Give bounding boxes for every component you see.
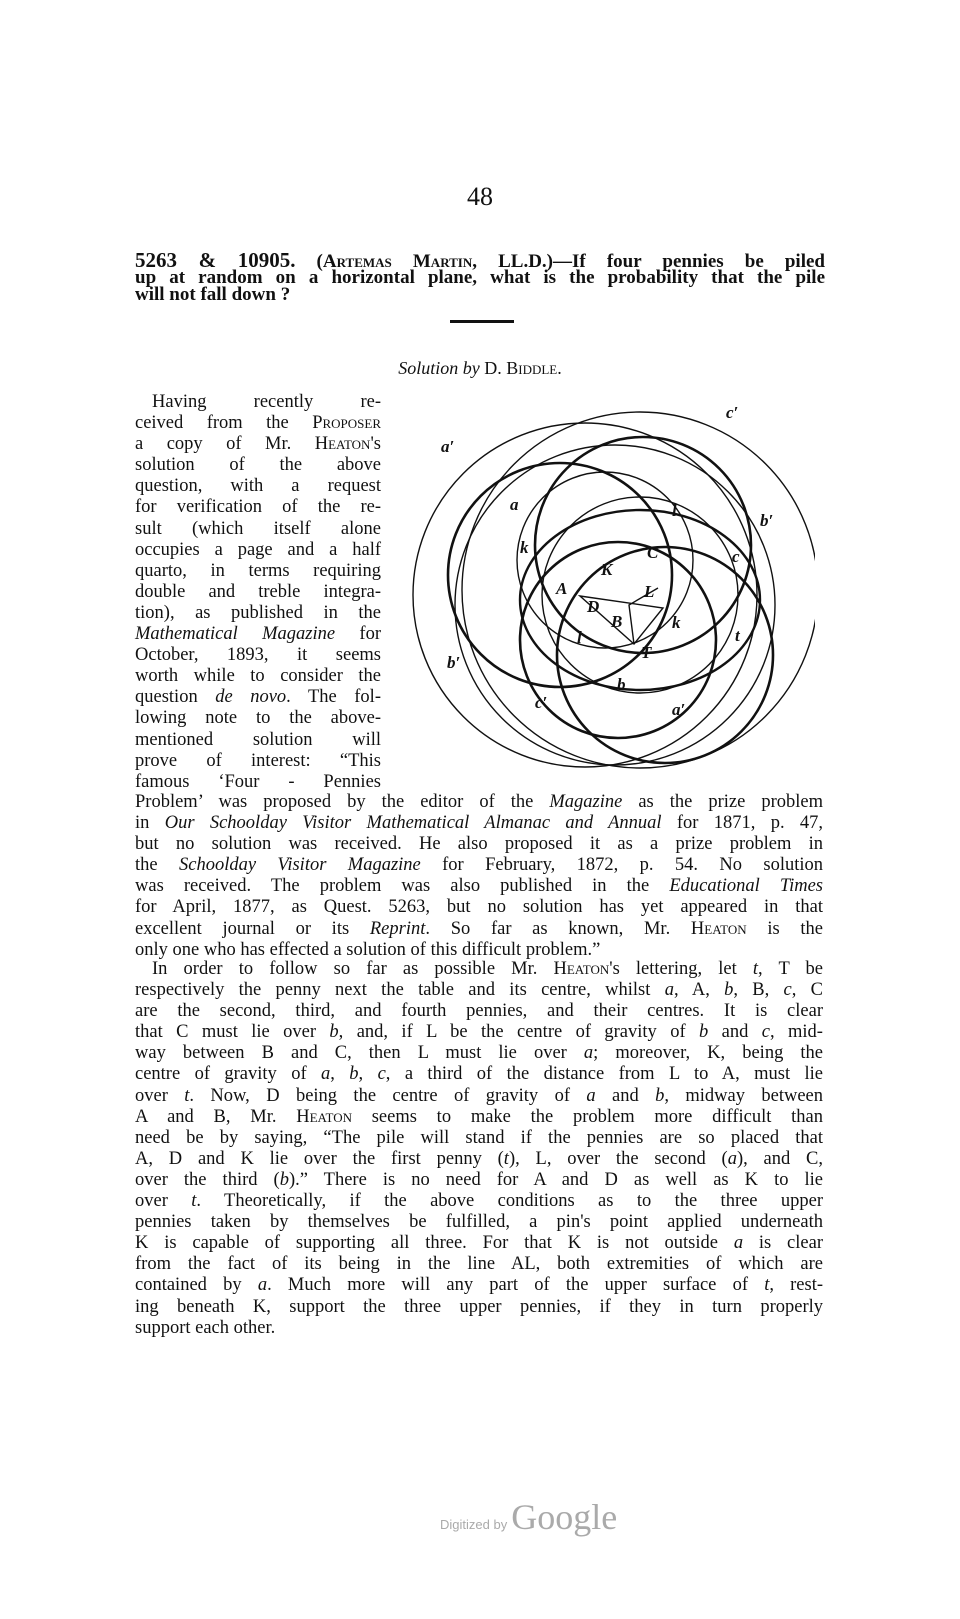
text-segment: 's lettering, let	[609, 959, 753, 979]
text-line	[135, 1170, 823, 1191]
text-line	[135, 286, 825, 303]
text-segment: in	[135, 813, 165, 834]
text-segment: a	[733, 1233, 744, 1254]
text-segment: ).” There is no need for A and D as well as K to lie	[288, 1169, 824, 1190]
figure-label: c	[732, 547, 740, 566]
text-segment: is the	[746, 918, 823, 939]
text-segment: t	[503, 1148, 509, 1169]
text-segment: over	[135, 1085, 185, 1106]
text-segment: the	[135, 855, 179, 876]
figure-label: c′	[726, 403, 739, 422]
text-segment: over	[135, 1191, 192, 1212]
text-segment: . So far as known, Mr.	[425, 918, 691, 939]
text-segment: , LL.D.)—If four pennies be piled	[472, 251, 825, 272]
text-line	[135, 940, 823, 961]
text-segment: for	[335, 624, 382, 645]
text-segment: are the second, third, and fourth pennies, and their centres. It is clear	[135, 1001, 823, 1022]
text-segment: a	[583, 1043, 594, 1064]
circle-t	[557, 547, 773, 763]
figure-label: a′	[672, 700, 686, 719]
solution-prefix: Solution by	[398, 358, 480, 378]
text-segment: excellent journal or its	[135, 918, 370, 939]
text-segment: t	[184, 1085, 190, 1106]
text-segment: that C must lie over	[135, 1022, 330, 1043]
text-line	[135, 1191, 823, 1212]
text-segment: way between B and C, then L must lie over	[135, 1043, 584, 1064]
text-line	[135, 813, 823, 834]
figure-label: a′	[441, 437, 455, 456]
circle-b	[520, 542, 716, 738]
text-segment: as the prize problem	[622, 792, 823, 812]
text-segment: , A,	[673, 980, 725, 1001]
text-segment: t	[752, 959, 759, 979]
text-segment: b	[655, 1085, 665, 1106]
text-segment: Heaton	[296, 1106, 352, 1127]
text-segment: Mathematical Magazine	[135, 624, 336, 645]
text-segment: Educational Times	[669, 876, 823, 897]
text-line	[135, 980, 823, 1001]
text-segment: , rest-	[769, 1275, 824, 1296]
text-segment: . Much more will any part of the upper surface of	[267, 1275, 765, 1296]
text-line	[135, 792, 823, 813]
text-segment: ,	[358, 1064, 378, 1085]
text-line	[135, 1107, 823, 1128]
solution-author: D. Biddle.	[484, 358, 562, 378]
text-line	[135, 1233, 823, 1254]
text-segment: mentioned solution will	[135, 729, 381, 750]
text-segment: support each other.	[135, 1317, 276, 1338]
text-segment: ), L, over the second (	[508, 1148, 728, 1169]
text-segment: . Now, D being the centre of gravity of	[189, 1085, 587, 1106]
google-watermark	[440, 1496, 617, 1538]
text-segment: Artemas Martin	[322, 251, 473, 272]
text-line	[135, 519, 381, 540]
watermark-prefix: Digitized by	[440, 1517, 508, 1532]
text-line	[135, 1064, 823, 1085]
text-segment: sult (which itself alone	[135, 518, 381, 539]
text-line	[135, 624, 381, 645]
text-segment: ), and C,	[736, 1148, 824, 1169]
text-segment: , C	[791, 980, 824, 1001]
text-line	[135, 1318, 823, 1339]
problem-heading	[135, 248, 825, 305]
text-segment: centre of gravity of	[135, 1064, 322, 1085]
figure-label: l	[672, 501, 677, 520]
text-segment: question	[135, 687, 216, 708]
text-line	[135, 687, 381, 708]
text-segment: up at random on a horizontal plane, what is the probability that the pile	[135, 267, 825, 288]
text-segment: solution of the above	[135, 455, 381, 476]
text-segment: for April, 1877, as Quest. 5263, but no solution has yet appeared in that	[135, 897, 823, 918]
text-segment: . The fol-	[286, 687, 381, 708]
text-line	[135, 876, 823, 897]
divider-rule	[450, 320, 514, 323]
text-segment: A, D and K lie over the first penny (	[135, 1148, 504, 1169]
text-segment: but no solution was received. He also proposed it as a prize problem in	[135, 834, 823, 855]
circle-c-prime	[462, 412, 815, 768]
text-segment: question, with a request	[135, 476, 381, 497]
text-segment: , mid-	[770, 1022, 823, 1043]
text-line	[135, 1254, 823, 1275]
figure-label: C	[647, 543, 659, 562]
text-segment: and	[708, 1022, 762, 1043]
text-segment: a	[257, 1275, 268, 1296]
text-segment: b	[724, 980, 734, 1001]
text-segment: c	[377, 1064, 386, 1085]
text-line	[135, 855, 823, 876]
text-segment: double and treble integra-	[135, 581, 381, 602]
text-segment: quarto, in terms requiring	[135, 560, 381, 581]
text-segment: ceived from the	[135, 413, 313, 434]
text-segment: is clear	[743, 1233, 823, 1254]
text-line	[135, 413, 381, 434]
text-line	[135, 434, 381, 455]
text-segment: tion), as published in the	[135, 602, 381, 623]
text-segment: b	[699, 1022, 709, 1043]
circle-inner	[520, 510, 760, 690]
text-line	[135, 1297, 823, 1318]
text-segment: . Theoretically, if the above conditions as to the three upper	[196, 1191, 824, 1212]
text-segment: ; moreover, K, being the	[593, 1043, 823, 1064]
text-segment: , midway between	[664, 1085, 823, 1106]
text-segment: Magazine	[549, 792, 623, 812]
text-line	[135, 645, 381, 666]
text-segment: b	[329, 1022, 339, 1043]
text-segment: t	[764, 1275, 770, 1296]
text-line	[135, 1128, 823, 1149]
text-line	[135, 1001, 823, 1022]
text-line	[135, 582, 381, 603]
text-line	[135, 561, 381, 582]
text-segment: pennies taken by themselves be fulfilled, a pin's point applied underneath	[135, 1212, 823, 1233]
text-line	[135, 603, 381, 624]
text-segment: , B,	[733, 980, 784, 1001]
text-line	[135, 1275, 823, 1296]
text-line	[135, 476, 381, 497]
paragraph-2	[135, 959, 823, 1339]
text-segment: need be by saying, “The pile will stand if the pennies are so placed that	[135, 1127, 823, 1148]
text-segment: seems to make the problem more difficult than	[351, 1106, 823, 1127]
text-segment: (	[295, 251, 323, 272]
text-segment: Having recently re-	[152, 392, 381, 412]
text-segment: famous ‘Four - Pennies	[135, 771, 381, 792]
text-segment: only one who has effected a solution of this difficult problem.”	[135, 939, 601, 960]
text-line	[135, 751, 381, 772]
text-segment: a	[586, 1085, 596, 1106]
text-segment: Schoolday Visitor Magazine	[178, 855, 421, 876]
text-line	[135, 392, 381, 413]
text-segment: respectively the penny next the table and its centre, whilst	[135, 980, 665, 1001]
text-line	[135, 540, 381, 561]
text-segment: Heaton	[690, 918, 747, 939]
text-segment: contained by	[135, 1275, 258, 1296]
figure-label: D	[587, 597, 600, 616]
figure-label: b′	[447, 653, 461, 672]
text-line	[135, 708, 381, 729]
figure-label: k	[672, 613, 681, 632]
text-segment: occupies a page and a half	[135, 539, 381, 560]
text-segment: 's	[370, 434, 381, 455]
text-line	[135, 455, 381, 476]
text-segment: ing beneath K, support the three upper pennies, if they in turn properly	[135, 1296, 823, 1317]
pennies-diagram	[395, 395, 815, 785]
text-segment: K is capable of supporting all three. For that K is not outside	[135, 1233, 734, 1254]
text-line	[135, 772, 381, 793]
figure-label: L	[644, 582, 655, 601]
text-line	[135, 666, 381, 687]
text-segment: Heaton	[314, 434, 371, 455]
text-line	[135, 730, 381, 751]
figure-label: K	[601, 560, 613, 579]
text-segment: , a third of the distance from L to A, must lie	[385, 1064, 823, 1085]
page-number: 48	[467, 182, 493, 211]
text-segment: lowing note to the above-	[135, 708, 381, 729]
text-segment: and	[595, 1085, 656, 1106]
text-segment: Our Schoolday Visitor Mathematical Almanac and Annual	[164, 813, 662, 834]
text-segment: Proposer	[312, 413, 381, 434]
text-line	[135, 1022, 823, 1043]
solution-byline	[0, 358, 960, 379]
figure-label: b	[617, 675, 626, 694]
paragraph-1-continued	[135, 792, 823, 961]
text-segment: prove of interest: “This	[135, 750, 381, 771]
text-line	[135, 1043, 823, 1064]
google-logo: Google	[511, 1497, 618, 1537]
text-segment: , and, if L be the centre of gravity of	[338, 1022, 700, 1043]
text-line	[135, 1212, 823, 1233]
text-segment: was received. The problem was also published in the	[135, 876, 670, 897]
text-segment: , T be	[758, 959, 824, 979]
text-segment: 5263 & 10905.	[135, 248, 296, 272]
text-line	[135, 1149, 823, 1170]
figure-label: c′	[535, 693, 548, 712]
text-segment: for February, 1872, p. 54. No solution	[420, 855, 823, 876]
text-segment: ,	[330, 1064, 350, 1085]
text-segment: will not fall down ?	[135, 284, 291, 305]
text-segment: c	[783, 980, 792, 1001]
text-segment: b	[279, 1169, 289, 1190]
figure-label: a	[510, 495, 519, 514]
text-segment: de novo	[215, 687, 287, 708]
text-segment: a	[321, 1064, 331, 1085]
text-line	[135, 1086, 823, 1107]
text-segment: over the third (	[135, 1169, 280, 1190]
text-segment: October, 1893, it seems	[135, 645, 381, 666]
text-segment: b	[349, 1064, 359, 1085]
circle-b-prime	[455, 445, 775, 765]
text-segment: a copy of Mr.	[135, 434, 315, 455]
figure-label: t	[735, 626, 740, 645]
text-segment: Problem’ was proposed by the editor of the	[135, 792, 550, 812]
text-line	[135, 834, 823, 855]
figure-label: T	[641, 643, 652, 662]
column-text	[135, 392, 381, 793]
text-segment: A and B, Mr.	[135, 1106, 297, 1127]
text-segment: a	[664, 980, 674, 1001]
text-segment: Heaton	[553, 959, 610, 979]
text-segment: c	[761, 1022, 770, 1043]
text-line	[135, 497, 381, 518]
text-segment: In order to follow so far as possible Mr.	[152, 959, 554, 979]
figure-label: B	[611, 612, 623, 631]
figure-label: b′	[760, 511, 774, 530]
text-segment: for verification of the re-	[135, 497, 381, 518]
text-line	[135, 959, 823, 980]
figure-label: k	[520, 538, 529, 557]
text-segment: from the fact of its being in the line AL, both extremities of which are	[135, 1254, 823, 1275]
figure-label: A	[556, 579, 568, 598]
figure-label: l	[577, 628, 582, 647]
text-segment: for 1871, p. 47,	[661, 813, 824, 834]
text-segment: t	[191, 1191, 197, 1212]
text-segment: Reprint	[369, 918, 426, 939]
text-line	[135, 919, 823, 940]
text-line	[135, 897, 823, 918]
text-segment: a	[727, 1148, 737, 1169]
text-segment: worth while to consider the	[135, 666, 381, 687]
